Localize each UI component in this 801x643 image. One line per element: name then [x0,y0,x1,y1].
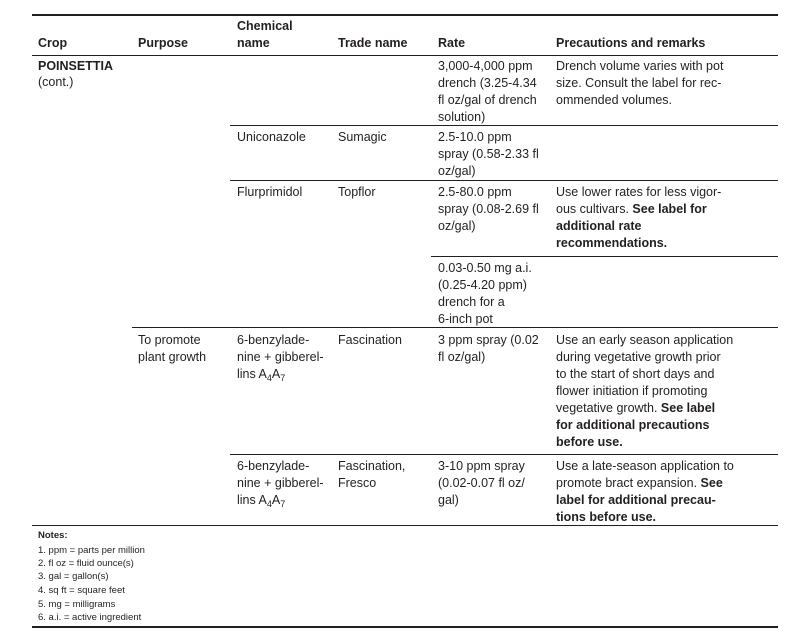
table-top-rule [32,14,778,16]
row-divider [431,256,778,257]
rate-line: drench (3.25-4.34 [438,76,537,90]
header-purpose: Purpose [138,36,189,50]
trade-name-line: Fascination, [338,459,406,473]
row-divider [230,454,778,455]
trade-name: Topflor [338,185,376,199]
remarks-line: additional rate [556,219,642,233]
remarks-line: size. Consult the label for rec- [556,76,722,90]
remarks-line: Drench volume varies with pot [556,59,724,73]
rate-line: 3-10 ppm spray [438,459,525,473]
chemical-line: 6-benzylade- [237,333,310,347]
rate-line: solution) [438,110,486,124]
rate-line: spray (0.08-2.69 fl [438,202,539,216]
row-divider [230,180,778,181]
remarks-line [556,400,715,417]
subscript: 4 [266,373,272,383]
header-crop: Crop [38,36,68,50]
rate-line: 0.03-0.50 mg a.i. [438,261,532,275]
note-item: 3. gal = gallon(s) [38,571,109,582]
remarks-text: vegetative growth. [556,401,661,415]
rate-line: 3 ppm spray (0.02 [438,333,539,347]
trade-name-line: Fresco [338,476,377,490]
purpose-line: To promote [138,333,201,347]
subscript: 4 [266,499,272,509]
remarks-line: Use a late-season application to [556,459,734,473]
row-divider [230,125,778,126]
chemical-name: Uniconazole [237,130,306,144]
remarks-line: ommended volumes. [556,93,673,107]
subscript: 7 [280,373,286,383]
chemical-text: lins A [237,493,267,507]
subscript: 7 [280,499,286,509]
rate-line: 6-inch pot [438,312,493,326]
rate-line: oz/gal) [438,219,476,233]
rate-line: oz/gal) [438,164,476,178]
note-item: 4. sq ft = square feet [38,585,125,596]
rate-line: (0.02-0.07 fl oz/ [438,476,525,490]
remarks-line: before use. [556,435,623,449]
header-chemical-line1: Chemical [237,19,293,33]
rate-line: (0.25-4.20 ppm) [438,278,527,292]
chemical-line: 6-benzylade- [237,459,310,473]
purpose-line: plant growth [138,350,207,364]
header-trade-name: Trade name [338,36,408,50]
rate-line: fl oz/gal of drench [438,93,537,107]
trade-name: Fascination [338,333,402,347]
remarks-line [556,201,707,218]
remarks-line [556,475,723,492]
chemical-text: lins A [237,367,267,381]
trade-name: Sumagic [338,130,387,144]
chemical-line [237,492,285,509]
header-precautions: Precautions and remarks [556,36,706,50]
rate-line: spray (0.58-2.33 fl [438,147,539,161]
remarks-bold-text: See label for [632,202,707,216]
remarks-line: label for additional precau- [556,493,716,507]
table-bottom-rule [32,525,778,526]
remarks-line: during vegetative growth prior [556,350,721,364]
rate-line: 3,000-4,000 ppm [438,59,533,73]
remarks-line: for additional precautions [556,418,710,432]
remarks-bold-text: See label [660,401,716,415]
remarks-line: to the start of short days and [556,367,715,381]
note-item: 5. mg = milligrams [38,599,116,610]
remarks-text: promote bract expansion. [556,476,701,490]
notes-bottom-rule [32,626,778,628]
header-chemical-line2: name [237,36,270,50]
note-item: 2. fl oz = fluid ounce(s) [38,558,134,569]
chemical-text: A [271,367,281,381]
remarks-line: Use an early season application [556,333,734,347]
remarks-bold-text: See [700,476,723,490]
chemical-line: nine + gibberel- [237,350,324,364]
header-bottom-rule [32,55,778,56]
remarks-line: tions before use. [556,510,657,524]
rate-line: fl oz/gal) [438,350,486,364]
remarks-line: flower initiation if promoting [556,384,708,398]
crop-name: POINSETTIA [38,59,114,73]
rate-line: 2.5-10.0 ppm [438,130,512,144]
header-rate: Rate [438,36,466,50]
chemical-name: Flurprimidol [237,185,303,199]
notes-title: Notes: [38,530,68,541]
remarks-text: ous cultivars. [556,202,633,216]
chemical-line [237,366,285,383]
remarks-line: Use lower rates for less vigor- [556,185,722,199]
note-item: 6. a.i. = active ingredient [38,612,142,623]
crop-note: (cont.) [38,75,74,89]
rate-line: 2.5-80.0 ppm [438,185,512,199]
note-item: 1. ppm = parts per million [38,545,145,556]
remarks-line: recommendations. [556,236,668,250]
chemical-line: nine + gibberel- [237,476,324,490]
chemical-text: A [271,493,281,507]
rate-line: gal) [438,493,459,507]
rate-line: drench for a [438,295,505,309]
